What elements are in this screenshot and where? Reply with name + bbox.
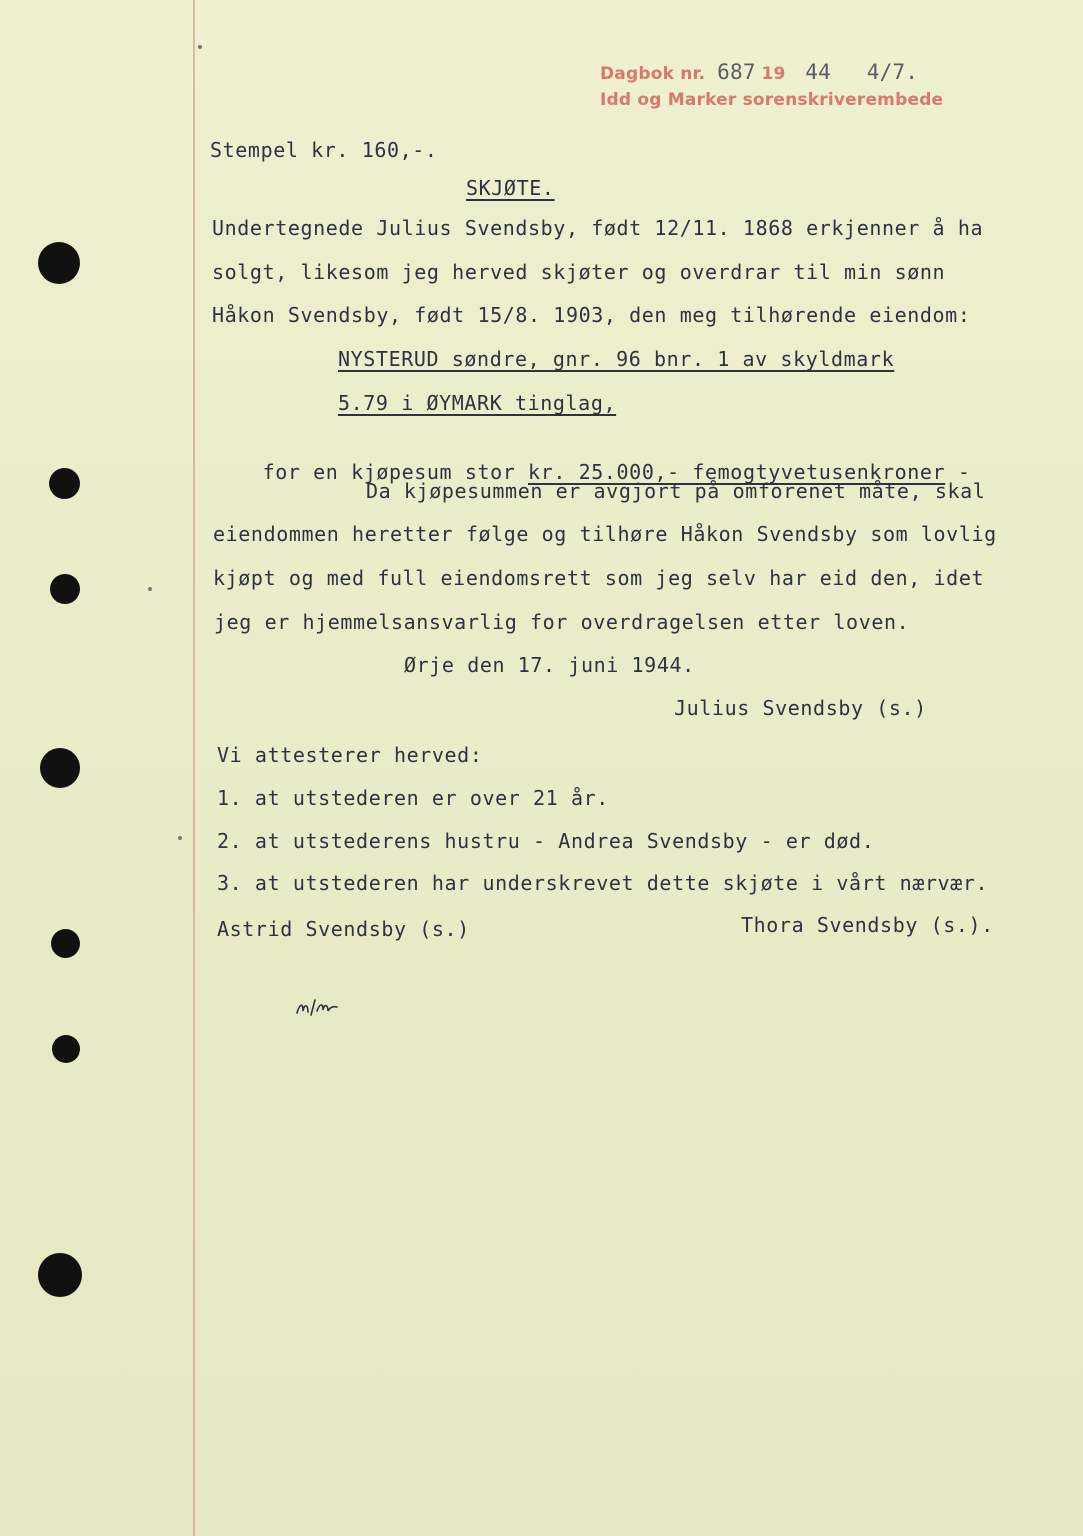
stamp-prefix: Dagbok nr.	[600, 64, 706, 84]
speck-1	[198, 45, 202, 49]
witness-2: Thora Svendsby (s.).	[741, 913, 994, 937]
seller-signature: Julius Svendsby (s.)	[674, 696, 927, 720]
punch-hole-7	[38, 1253, 82, 1297]
price-lead: for en kjøpesum stor	[262, 460, 529, 484]
speck-2	[148, 587, 152, 591]
speck-3	[178, 836, 182, 840]
witness-1: Astrid Svendsby (s.)	[217, 917, 470, 941]
registry-stamp-line2	[600, 90, 943, 110]
stamp-date: 4/7.	[866, 60, 919, 84]
text-line-10: jeg er hjemmelsansvarlig for overdragelsen etter loven.	[214, 610, 910, 634]
place-date: Ørje den 17. juni 1944.	[404, 653, 695, 677]
stamp-number: 687	[717, 60, 756, 84]
text-line-8: eiendommen heretter følge og tilhøre Håkon Svendsby som lovlig	[213, 522, 997, 546]
punch-hole-3	[50, 574, 80, 604]
text-line-9: kjøpt og med full eiendomsrett som jeg selv har eid den, idet	[213, 566, 985, 590]
attest-item-2: 2. at utstederens hustru - Andrea Svendsby - er død.	[217, 829, 875, 853]
punch-hole-6	[52, 1035, 80, 1063]
stamp-year-prefix: 19	[761, 64, 786, 84]
attest-item-1: 1. at utstederen er over 21 år.	[217, 786, 609, 810]
text-line-2: solgt, likesom jeg herved skjøter og overdrar til min sønn	[212, 260, 946, 284]
property-line-2: 5.79 i ØYMARK tinglag,	[338, 391, 617, 415]
property-line-1: NYSTERUD søndre, gnr. 96 bnr. 1 av skyldmark	[338, 347, 895, 371]
punch-hole-5	[51, 929, 80, 958]
registry-stamp-line1	[600, 60, 918, 84]
text-line-7: Da kjøpesummen er avgjort på omforenet måte, skal	[366, 479, 986, 503]
handwritten-initials	[295, 995, 340, 1020]
price-tail: -	[945, 460, 971, 484]
stamp-office: Idd og Marker sorenskriverembede	[600, 90, 944, 110]
attest-item-3: 3. at utstederen har underskrevet dette skjøte i vårt nærvær.	[217, 871, 989, 895]
text-line-3: Håkon Svendsby, født 15/8. 1903, den meg tilhørende eiendom:	[212, 303, 971, 327]
punch-hole-2	[49, 468, 80, 499]
price-amount: kr. 25.000,- femogtyvetusenkroner	[528, 460, 946, 484]
text-line-1: Undertegnede Julius Svendsby, født 12/11. 1868 erkjenner å ha	[212, 216, 984, 240]
punch-hole-4	[40, 748, 80, 788]
stamp-year: 44	[805, 60, 831, 84]
document-title: SKJØTE.	[466, 176, 555, 200]
margin-line	[193, 0, 195, 1536]
attest-heading: Vi attesterer herved:	[217, 743, 483, 767]
stempel-line: Stempel kr. 160,-.	[210, 138, 438, 162]
punch-hole-1	[38, 242, 80, 284]
